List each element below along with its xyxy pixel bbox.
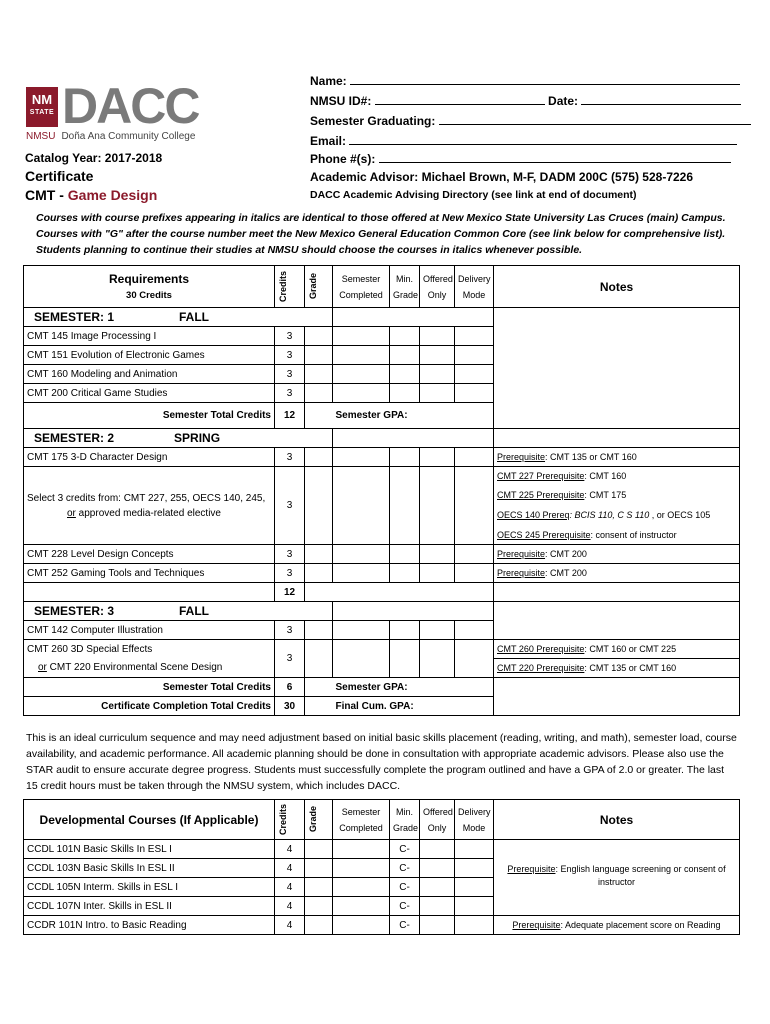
email-field[interactable] (349, 133, 737, 145)
course-name: CCDL 101N Basic Skills In ESL I (24, 840, 275, 859)
semester-label: Semester (341, 273, 381, 284)
grade-cell[interactable] (305, 365, 333, 384)
prerequisite-text: : CMT 135 or CMT 160 (584, 663, 677, 673)
certificate-total-value: 30 (275, 697, 305, 716)
grade-cell[interactable] (305, 840, 333, 859)
table-row (24, 859, 740, 878)
grade-cell[interactable] (305, 467, 333, 545)
semester-3-header (24, 602, 740, 621)
developmental-table (23, 799, 740, 935)
id-row (310, 93, 741, 108)
name-field[interactable] (350, 73, 740, 85)
grade-header (305, 266, 333, 308)
elective-select-text: Select 3 credits from: CMT 227, 255, OECS 140, 245, (27, 492, 266, 504)
course-credits: 3 (275, 384, 305, 403)
delivery-label: Delivery (458, 273, 491, 284)
course-name: CMT 175 3-D Character Design (24, 448, 275, 467)
grade-cell[interactable] (305, 448, 333, 467)
table-row (24, 467, 740, 486)
id-label: NMSU ID#: (310, 94, 372, 108)
prerequisite-text: : Adequate placement score on Reading (560, 920, 721, 930)
advising-directory: DACC Academic Advising Directory (see link at end of document) (310, 189, 637, 201)
min-grade-header (390, 266, 420, 308)
grade-label: Grade (308, 273, 318, 300)
semester-grad-field[interactable] (439, 113, 751, 125)
name-row (310, 73, 740, 88)
id-field[interactable] (375, 93, 545, 105)
min-grade-value: C- (390, 878, 420, 897)
semester-cell[interactable] (333, 897, 390, 916)
min-grade-value: C- (390, 840, 420, 859)
date-field[interactable] (581, 93, 741, 105)
semester-2-total-row (24, 583, 740, 602)
credits-label: Credits (278, 270, 288, 302)
intro-note: Courses with course prefixes appearing in italics are identical to those offered at New Mexico State University Las Cruces (main) Campus. Courses with "G" after the course number meet the New Mexico General Education Common Core (see link below for comprehensive list). Students planning to continue their studies at NMSU should choose the courses in italics whenever possible. (36, 212, 726, 256)
semester-2-term: SPRING (174, 431, 221, 445)
prerequisite-label: OECS 140 Prereq (497, 510, 570, 520)
requirements-header (24, 266, 275, 308)
prerequisite-label: CMT 220 Prerequisite (497, 663, 585, 673)
prerequisite-text: : consent of instructor (590, 529, 677, 540)
semester-cell[interactable] (333, 564, 390, 583)
semester-cell[interactable] (333, 448, 390, 467)
delivery-mode-header (455, 800, 494, 840)
email-row (310, 133, 737, 148)
semester-2-header (24, 429, 740, 448)
email-label: Email: (310, 134, 347, 148)
name-label: Name: (310, 74, 347, 88)
min-grade-value: C- (390, 916, 420, 935)
course-credits: 4 (275, 840, 305, 859)
course-name: CMT 142 Computer Illustration (24, 621, 275, 640)
offered-label: Offered (423, 806, 453, 817)
prerequisite-label: Prerequisite (512, 920, 561, 930)
semester-cell[interactable] (333, 545, 390, 564)
prerequisite-text: : CMT 200 (545, 568, 587, 578)
grade-cell[interactable] (305, 346, 333, 365)
semester-cell[interactable] (333, 916, 390, 935)
grade-cell[interactable] (305, 640, 333, 678)
min-grade-header (390, 800, 420, 840)
completed-label: Completed (339, 822, 383, 833)
prerequisite-label: OECS 245 Prerequisite (497, 529, 591, 540)
only-label: Only (427, 822, 447, 833)
grade-cell[interactable] (305, 564, 333, 583)
semester-grad-label: Semester Graduating: (310, 114, 436, 128)
course-credits: 4 (275, 878, 305, 897)
course-name: CCDL 107N Inter. Skills in ESL II (24, 897, 275, 916)
only-label: Only (427, 289, 447, 300)
disclaimer-paragraph: This is an ideal curriculum sequence and may need adjustment based on initial basic skills placement (reading, writing, and math), semester load, course availability, and academic performance. All academic planning should be done in consultation with appropriate academic advisors. Please also use the STAR audit to ensure accurate degree progress. Students must successfully complete the program outlined and have a GPA of 2.0 or greater. The last 15 credit hours must be taken through the NMSU system, which includes DACC. (26, 732, 737, 792)
prerequisite-label: Prerequisite (497, 452, 546, 462)
prerequisite-text: , or OECS 105 (649, 510, 711, 520)
logo-nmsu-text: NMSU (26, 131, 56, 142)
semester-cell[interactable] (333, 384, 390, 403)
catalog-year: Catalog Year: 2017-2018 (25, 151, 163, 165)
course-credits: 3 (275, 640, 305, 678)
completed-label: Completed (339, 289, 383, 300)
min-grade-value: C- (390, 897, 420, 916)
course-credits: 4 (275, 859, 305, 878)
prerequisite-label: Prerequisite (507, 863, 556, 874)
college-name (26, 131, 195, 142)
course-credits: 4 (275, 897, 305, 916)
logo-college-text: Doña Ana Community College (61, 131, 196, 142)
requirements-table (23, 265, 740, 716)
phone-label: Phone #(s): (310, 152, 376, 166)
semester-total-value: 12 (275, 583, 305, 602)
advisor: Academic Advisor: Michael Brown, M-F, DADM 200C (575) 528-7226 (310, 170, 694, 184)
course-name: CMT 200 Critical Game Studies (24, 384, 275, 403)
course-name: CMT 252 Gaming Tools and Techniques (24, 564, 275, 583)
table-row (24, 564, 740, 583)
nmsu-logo (26, 87, 58, 127)
prerequisite-label: Prerequisite (497, 549, 546, 559)
course-name: CMT 260 3D Special Effects (24, 640, 275, 659)
grade-cell[interactable] (305, 545, 333, 564)
semester-cell[interactable] (333, 621, 390, 640)
grade-cell[interactable] (305, 859, 333, 878)
min-grade-value: C- (390, 859, 420, 878)
prerequisite-label: CMT 260 Prerequisite (497, 644, 585, 654)
table-row (24, 840, 740, 859)
course-name: CMT 145 Image Processing I (24, 327, 275, 346)
semester-2-label: SEMESTER: 2 (34, 431, 115, 445)
course-credits: 4 (275, 916, 305, 935)
grade-cell[interactable] (305, 878, 333, 897)
mode-label: Mode (462, 822, 486, 833)
semester-total-value: 6 (275, 678, 305, 697)
prerequisite-text: : CMT 175 (584, 490, 627, 500)
program-type: Certificate (25, 168, 94, 184)
semester-1-label: SEMESTER: 1 (34, 310, 115, 324)
prerequisite-text: : CMT 160 or CMT 225 (584, 644, 677, 654)
semester-cell[interactable] (333, 467, 390, 545)
table-row (24, 640, 740, 659)
grade-cell[interactable] (305, 916, 333, 935)
logo-nm-text: NM (31, 92, 53, 107)
program-prefix: CMT - (25, 187, 68, 203)
credits-header (275, 800, 305, 840)
course-name: CCDL 103N Basic Skills In ESL II (24, 859, 275, 878)
requirements-label: Requirements (108, 272, 190, 286)
semester-gpa-label: Semester GPA: (333, 403, 494, 429)
semester-3-term: FALL (179, 604, 210, 618)
prerequisite-label: CMT 227 Prerequisite (497, 471, 585, 482)
grade-cell[interactable] (305, 327, 333, 346)
course-name: CCDL 105N Interm. Skills in ESL I (24, 878, 275, 897)
grade-header (305, 800, 333, 840)
min-grade-label: Grade (393, 822, 419, 833)
prerequisite-text: : CMT 200 (545, 549, 587, 559)
semester-completed-header (333, 800, 390, 840)
semester-1-term: FALL (179, 310, 210, 324)
elective-or: or (67, 507, 76, 519)
semester-total-label: Semester Total Credits (24, 678, 275, 697)
course-credits: 3 (275, 365, 305, 384)
semester-cell[interactable] (333, 859, 390, 878)
semester-cell[interactable] (333, 840, 390, 859)
course-name: CMT 151 Evolution of Electronic Games (24, 346, 275, 365)
course-name: CMT 228 Level Design Concepts (24, 545, 275, 564)
course-credits: 3 (275, 327, 305, 346)
table-row (24, 916, 740, 935)
dacc-logo: DACC (62, 78, 199, 134)
course-credits: 3 (275, 564, 305, 583)
semester-grad-row (310, 113, 751, 128)
semester-cell[interactable] (333, 640, 390, 678)
cumulative-gpa-label: Final Cum. GPA: (333, 697, 494, 716)
logo-state-text: STATE (29, 109, 55, 116)
grade-label: Grade (308, 806, 318, 833)
semester-cell[interactable] (333, 346, 390, 365)
offered-only-header (420, 800, 455, 840)
course-credits: 3 (275, 346, 305, 365)
grade-cell[interactable] (305, 897, 333, 916)
semester-label: Semester (341, 806, 381, 817)
semester-cell[interactable] (333, 327, 390, 346)
course-credits: 3 (275, 545, 305, 564)
prerequisite-text: : CMT 135 or CMT 160 (545, 452, 637, 462)
mode-label: Mode (462, 289, 486, 300)
prerequisite-label: Prerequisite (497, 568, 546, 578)
elective-select (24, 467, 275, 545)
min-grade-label: Grade (393, 289, 419, 300)
program-name: Game Design (67, 187, 158, 203)
prerequisite-text: : English language screening or consent of instructor (555, 863, 726, 887)
table-row (24, 545, 740, 564)
credits-total-label: 30 Credits (126, 290, 172, 301)
semester-total-label: Semester Total Credits (24, 403, 275, 429)
prerequisite-italic: : BCIS 110, C S 110 (569, 510, 650, 520)
course-name: CCDR 101N Intro. to Basic Reading (24, 916, 275, 935)
certificate-total-label: Certificate Completion Total Credits (24, 697, 275, 716)
notes-header: Notes (494, 266, 740, 308)
credits-header (275, 266, 305, 308)
min-label: Min. (395, 273, 413, 284)
notes-header: Notes (494, 800, 740, 840)
min-label: Min. (395, 806, 413, 817)
course-credits: 3 (275, 621, 305, 640)
semester-gpa-label: Semester GPA: (333, 678, 494, 697)
prerequisite-text: : CMT 160 (584, 471, 627, 482)
course-credits: 3 (275, 448, 305, 467)
grade-cell[interactable] (305, 384, 333, 403)
phone-field[interactable] (379, 151, 731, 163)
course-name: CMT 220 Environmental Scene Design (46, 662, 223, 674)
delivery-label: Delivery (458, 806, 491, 817)
phone-row (310, 151, 731, 166)
developmental-title: Developmental Courses (If Applicable) (24, 800, 275, 840)
semester-total-value: 12 (275, 403, 305, 429)
credits-label: Credits (278, 803, 288, 835)
offered-label: Offered (423, 273, 453, 284)
grade-cell[interactable] (305, 621, 333, 640)
semester-3-total-row (24, 678, 740, 697)
semester-cell[interactable] (333, 878, 390, 897)
table-row (24, 448, 740, 467)
semester-completed-header (333, 266, 390, 308)
semester-cell[interactable] (333, 365, 390, 384)
course-or: or (38, 662, 47, 674)
elective-select-text-2: approved media-related elective (75, 507, 221, 519)
offered-only-header (420, 266, 455, 308)
course-credits: 3 (275, 467, 305, 545)
date-label: Date: (548, 94, 579, 108)
course-name: CMT 160 Modeling and Animation (24, 365, 275, 384)
semester-1-header (24, 308, 740, 327)
program-title (25, 187, 157, 203)
delivery-mode-header (455, 266, 494, 308)
prerequisite-label: CMT 225 Prerequisite (497, 490, 585, 500)
semester-3-label: SEMESTER: 3 (34, 604, 115, 618)
